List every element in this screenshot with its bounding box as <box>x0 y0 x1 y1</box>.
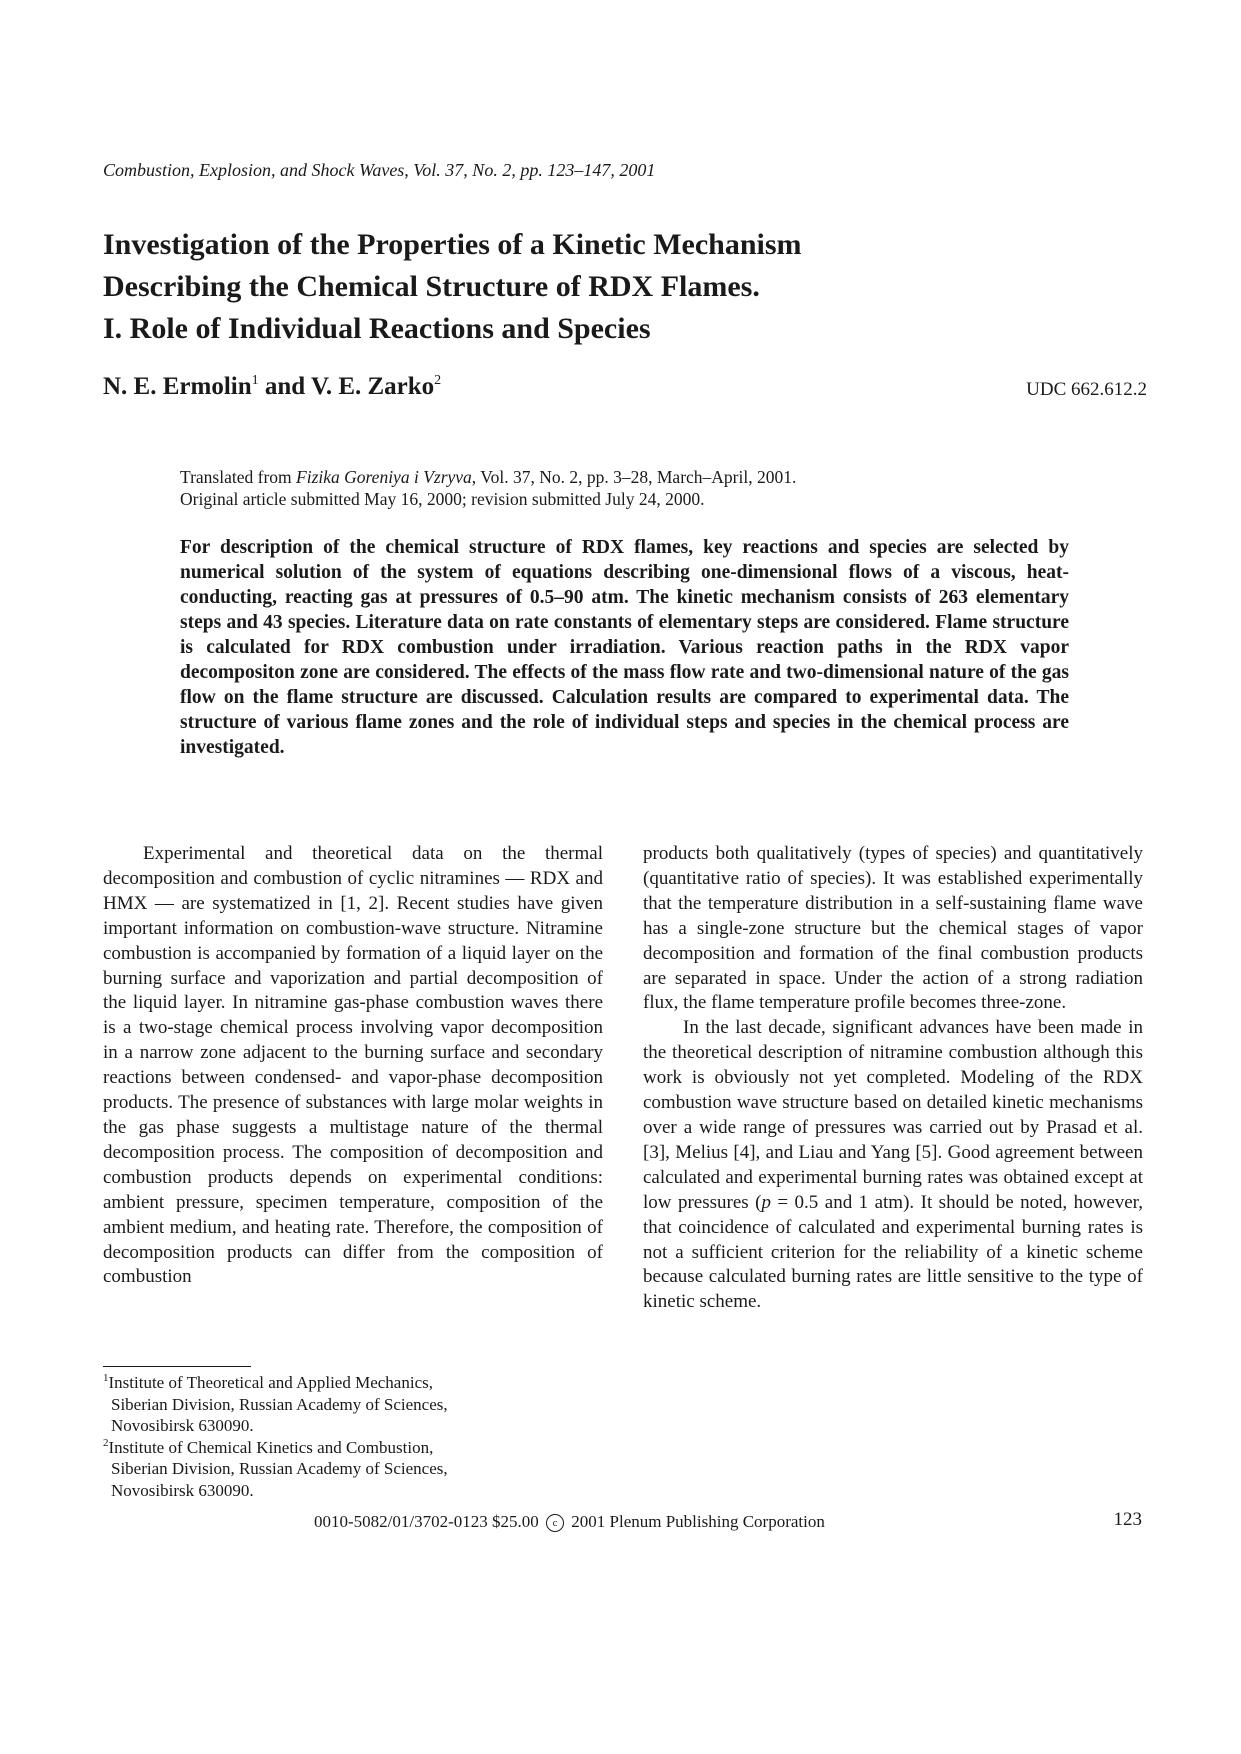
author-conjunction: and <box>258 373 311 400</box>
article-code: 0010-5082/01/3702-0123 $25.00 <box>314 1512 539 1531</box>
title-line-2: Describing the Chemical Structure of RDX Flames. <box>103 270 760 303</box>
body-text: = 0.5 and 1 atm). It should be noted, however, that coincidence of calculated and experimental burning rates is not a sufficient criterion for the reliability of a kinetic scheme because calculated burning rates are little sensitive to the type of kinetic scheme. <box>643 1191 1143 1313</box>
body-paragraph <box>643 1016 1143 1315</box>
paper-title <box>103 224 1103 350</box>
author-2-affiliation-mark: 2 <box>434 373 442 388</box>
translation-source-line <box>180 466 1080 488</box>
footnote-line: Siberian Division, Russian Academy of Sciences, <box>111 1459 448 1478</box>
body-text: In the last decade, significant advances have been made in the theoretical description of nitramine combustion although this work is obviously not yet completed. Modeling of the RDX combustion wave structure based on detailed kinetic mechanisms over a wide range of pressures was carried out by Prasad et al. [3], Melius [4], and Liau and Yang [5]. Good agreement between calculated and experimental burning rates was obtained except at low pressures ( <box>643 1017 1143 1213</box>
udc-code: UDC 662.612.2 <box>1026 379 1147 400</box>
footnote-2 <box>103 1437 643 1502</box>
footnote-line <box>103 1372 643 1394</box>
footnote-rule <box>103 1366 251 1367</box>
footnote-mark: 1 <box>103 1372 109 1384</box>
abstract: For description of the chemical structure of RDX flames, key reactions and species are selected by numerical solution of the system of equations describing one-dimensional flows of a viscous, heat-conducting, reacting gas at pressures of 0.5–90 atm. The kinetic mechanism consists of 263 elementary steps and 43 species. Literature data on rate constants of elementary steps are considered. Flame structure is calculated for RDX combustion under irradiation. Various reaction paths in the RDX vapor decompositon zone are considered. The effects of the mass flow rate and two-dimensional nature of the gas flow on the flame structure are discussed. Calculation results are compared to experimental data. The structure of various flame zones and the role of individual steps and species in the chemical process are investigated. <box>180 537 1069 758</box>
footnotes <box>103 1372 643 1501</box>
title-line-1: Investigation of the Properties of a Kinetic Mechanism <box>103 228 802 261</box>
footnote-text: Institute of Chemical Kinetics and Combustion, <box>108 1437 434 1457</box>
author-1: N. E. Ermolin <box>103 373 252 400</box>
translation-suffix: , Vol. 37, No. 2, pp. 3–28, March–April, 2001. <box>471 467 797 487</box>
body-column-left <box>103 842 603 1290</box>
author-2: V. E. Zarko <box>310 373 435 400</box>
title-line-3: I. Role of Individual Reactions and Species <box>103 312 651 345</box>
body-column-right <box>643 842 1143 1315</box>
submission-dates: Original article submitted May 16, 2000; revision submitted July 24, 2000. <box>180 489 705 509</box>
footnote-mark: 2 <box>103 1436 109 1449</box>
footnote-1 <box>103 1372 643 1437</box>
translation-prefix: Translated from <box>180 467 297 487</box>
author-list <box>103 373 441 401</box>
journal-citation: Combustion, Explosion, and Shock Waves, Vol. 37, No. 2, pp. 123–147, 2001 <box>103 160 656 180</box>
copyright-icon: c <box>546 1514 564 1532</box>
pressure-variable: p <box>761 1191 771 1213</box>
page-number: 123 <box>1113 1509 1142 1530</box>
publisher: 2001 Plenum Publishing Corporation <box>571 1512 825 1531</box>
author-1-affiliation-mark: 1 <box>251 373 259 388</box>
copyright-line <box>314 1512 825 1532</box>
footnote-line: Novosibirsk 630090. <box>111 1416 254 1435</box>
translation-note <box>180 466 1080 510</box>
translation-source-journal: Fizika Goreniya i Vzryva <box>296 467 472 487</box>
body-paragraph: products both qualitatively (types of species) and quantitatively (quantitative ratio of species). It was established experimentally that the temperature distribution in a self-sustaining flame wave has a single-zone structure but the chemical stages of vapor decomposition and formation of the final combustion products are separated in space. Under the action of a strong radiation flux, the flame temperature profile becomes three-zone. <box>643 843 1143 1014</box>
body-paragraph: Experimental and theoretical data on the thermal decomposition and combustion of cyclic nitramines — RDX and HMX — are systematized in [1, 2]. Recent studies have given important information on combustion-wave structure. Nitramine combustion is accompanied by formation of a liquid layer on the burning surface and vaporization and partial decomposition of the liquid layer. In nitramine gas-phase combustion waves there is a two-stage chemical process involving vapor decomposition in a narrow zone adjacent to the burning surface and secondary reactions between condensed- and vapor-phase decomposition products. The presence of substances with large molar weights in the gas phase suggests a multistage nature of the thermal decomposition process. The composition of decomposition and combustion products depends on experimental conditions: ambient pressure, specimen temperature, composition of the ambient medium, and heating rate. Therefore, the composition of decomposition products can differ from the composition of combustion <box>103 843 603 1288</box>
footnote-line: Siberian Division, Russian Academy of Sciences, <box>111 1394 448 1414</box>
footnote-line: Novosibirsk 630090. <box>111 1480 254 1500</box>
footnote-line <box>103 1437 643 1459</box>
footnote-text: Institute of Theoretical and Applied Mechanics, <box>108 1373 433 1392</box>
